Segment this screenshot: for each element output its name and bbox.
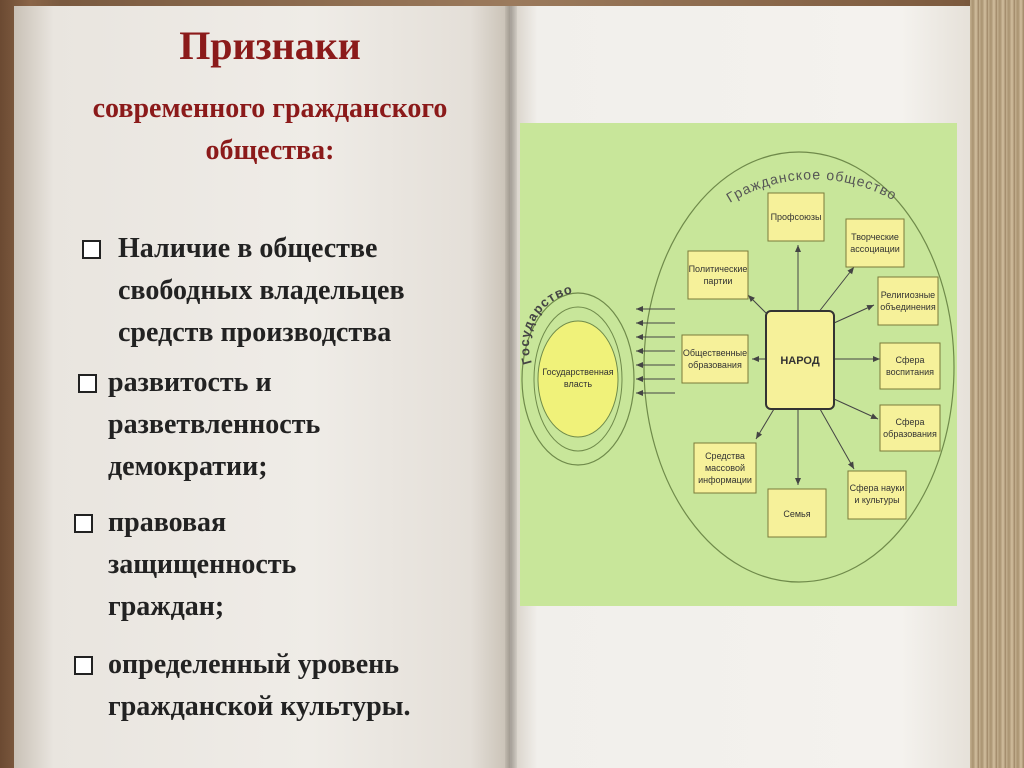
node-nauka	[848, 471, 906, 519]
bullet-3-line-1: правовая	[108, 507, 227, 538]
svg-text:Сфера: Сфера	[895, 417, 925, 427]
state-power-label-1: Государственная	[542, 367, 614, 377]
svg-text:информации: информации	[698, 475, 752, 485]
svg-text:Средства: Средства	[705, 451, 745, 461]
bullet-1-line-3: средств производства	[118, 317, 392, 348]
svg-text:объединения: объединения	[880, 302, 936, 312]
bullet-item-3	[74, 502, 296, 628]
bullet-4-line-1: определенный уровень	[108, 649, 400, 680]
node-obrazovanie	[880, 405, 940, 451]
node-vospitanie	[880, 343, 940, 389]
civil-society-diagram	[520, 123, 957, 606]
svg-text:Профсоюзы: Профсоюзы	[770, 212, 822, 222]
svg-text:воспитания: воспитания	[886, 367, 934, 377]
bullet-2-line-2: разветвленность	[108, 409, 321, 440]
bullet-3-line-3: граждан;	[108, 591, 225, 622]
svg-text:Творческие: Творческие	[851, 232, 899, 242]
subtitle-line-1: современного гражданского	[92, 93, 448, 124]
node-obshchestvennye	[682, 335, 748, 383]
bullet-item-4	[74, 644, 411, 728]
node-religioznye	[878, 277, 938, 325]
bullet-3-line-2: защищенность	[108, 549, 297, 580]
slide-subtitle	[0, 88, 550, 172]
state-power-label-2: власть	[563, 379, 593, 389]
bullet-1-line-2: свободных владельцев	[118, 275, 405, 306]
bullet-2-line-3: демократии;	[108, 451, 268, 482]
svg-text:Религиозные: Религиозные	[880, 290, 936, 300]
civil-society-label: Гражданское общество	[723, 166, 900, 206]
diagram-svg	[520, 123, 957, 606]
svg-text:Сфера науки: Сфера науки	[849, 483, 905, 493]
svg-text:образования: образования	[883, 429, 937, 439]
bullet-1-line-1: Наличие в обществе	[118, 233, 378, 264]
center-label: НАРОД	[780, 355, 820, 367]
node-politicheskie	[688, 251, 748, 299]
node-semya	[768, 489, 826, 537]
node-tvorcheskie	[846, 219, 904, 267]
svg-text:Семья: Семья	[783, 509, 811, 519]
svg-text:ассоциации: ассоциации	[850, 244, 900, 254]
svg-text:партии: партии	[703, 276, 733, 286]
subtitle-line-2: общества:	[205, 135, 335, 166]
svg-text:Политические: Политические	[688, 264, 748, 274]
page-edges	[970, 0, 1024, 768]
state-society-arrows	[636, 309, 675, 393]
checkbox-icon	[74, 514, 93, 533]
slide-title: Признаки	[179, 23, 361, 68]
svg-text:массовой: массовой	[704, 463, 746, 473]
svg-text:Сфера: Сфера	[895, 355, 925, 365]
bullet-item-1	[82, 228, 405, 354]
bullet-4-line-2: гражданской культуры.	[108, 691, 411, 722]
checkbox-icon	[82, 240, 101, 259]
svg-text:Общественные: Общественные	[682, 348, 748, 358]
svg-text:и культуры: и культуры	[854, 495, 900, 505]
svg-text:образования: образования	[688, 360, 742, 370]
node-profsoyuzy	[768, 193, 824, 241]
bullet-item-2	[78, 362, 320, 488]
checkbox-icon	[74, 656, 93, 675]
checkbox-icon	[78, 374, 97, 393]
state-label: дарство	[520, 281, 575, 332]
node-smi	[694, 443, 756, 493]
bullet-2-line-1: развитость и	[108, 367, 272, 398]
